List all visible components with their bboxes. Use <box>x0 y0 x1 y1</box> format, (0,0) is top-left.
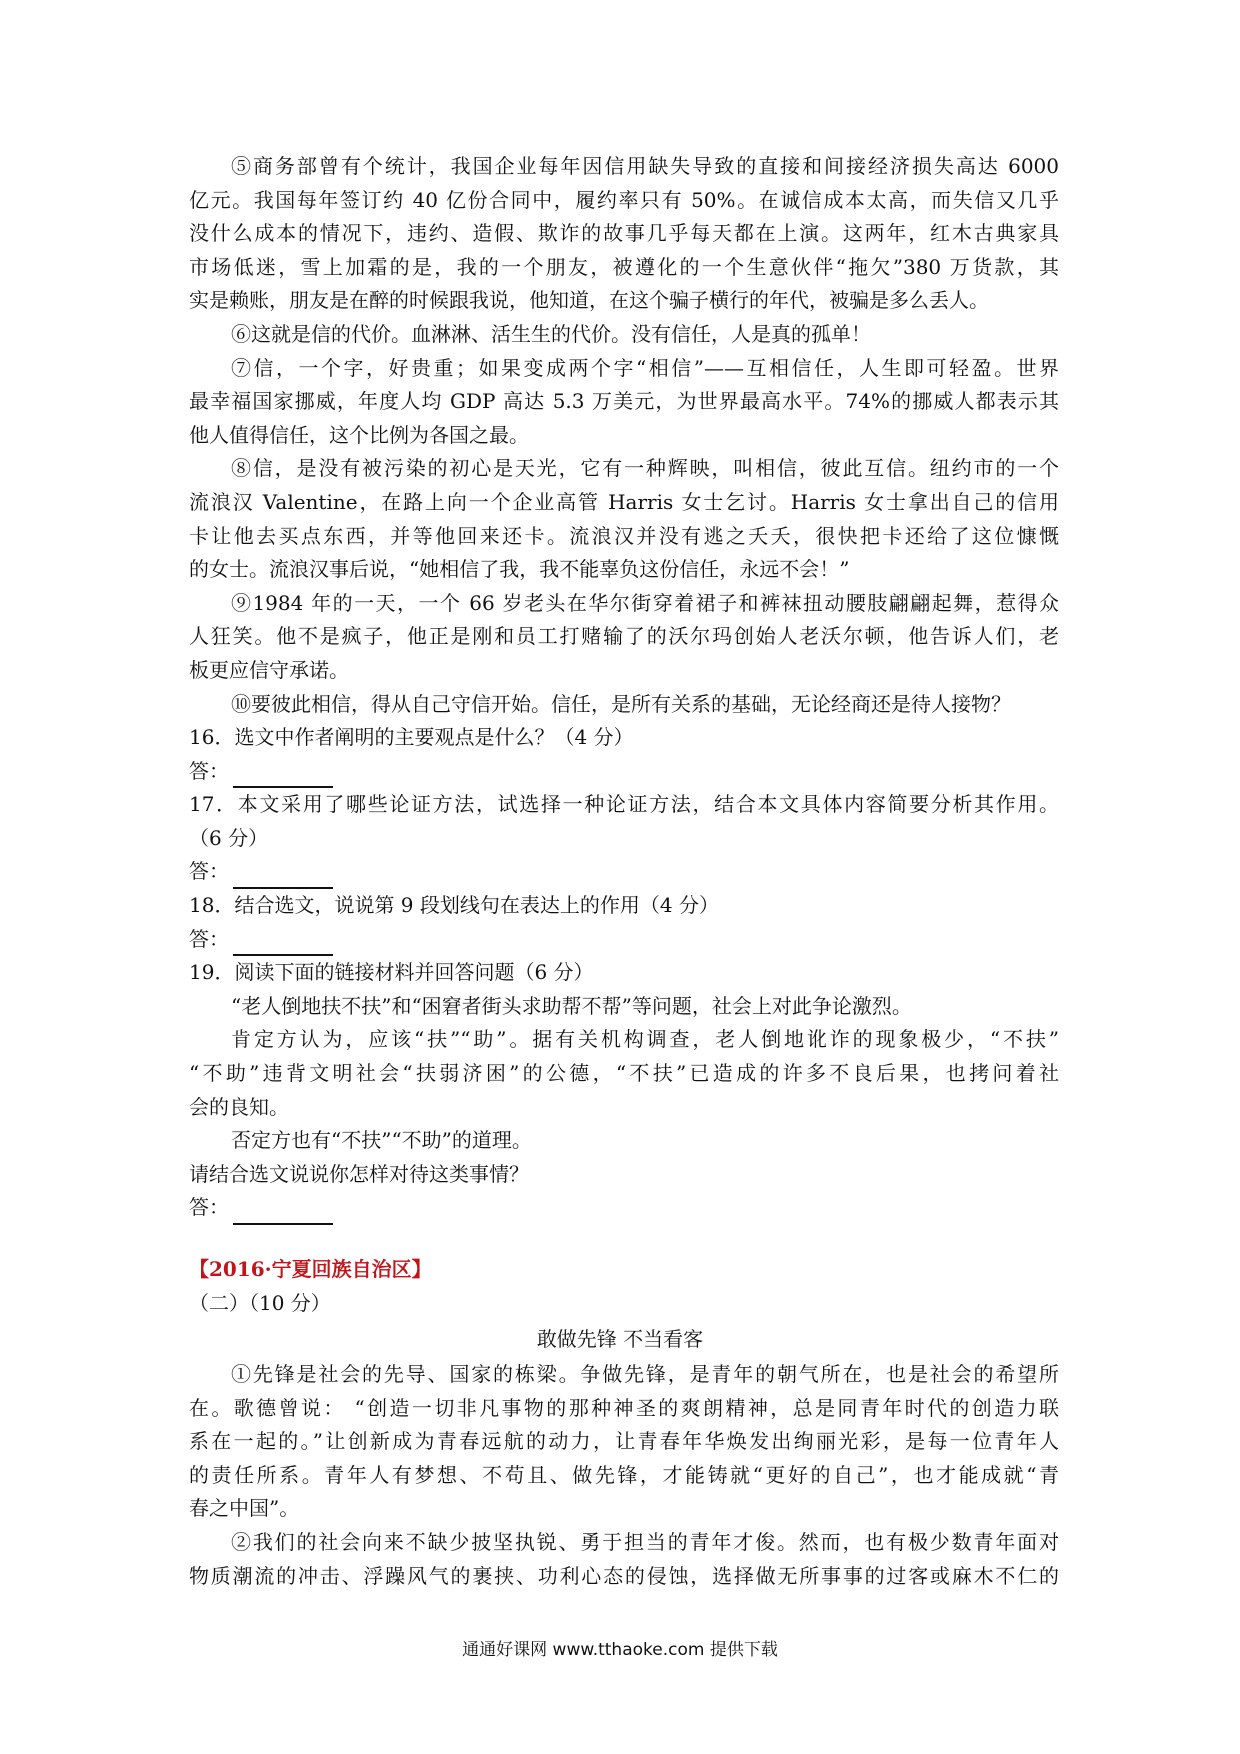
paragraph-line: ⑤商务部曾有个统计，我国企业每年因信用缺失导致的直接和间接经济损失高达 6000 <box>231 154 1059 178</box>
paragraph-line: 物质潮流的冲击、浮躁风气的裹挟、功利心态的侵蚀，选择做无所事事的过客或麻木不仁的 <box>189 1563 1059 1588</box>
question-19: 19．阅读下面的链接材料并回答问题（6 分） <box>189 960 594 985</box>
paragraph-line: 亿元。我国每年签订约 40 亿份合同中，履约率只有 50%。在诚信成本太高，而失信又几乎 <box>189 187 1059 212</box>
material-line: “老人倒地扶不扶”和“困窘者街头求助帮不帮”等问题，社会上对此争论激烈。 <box>231 993 912 1018</box>
question-17: 17．本文采用了哪些论证方法，试选择一种论证方法，结合本文具体内容简要分析其作用。 <box>189 792 1059 817</box>
passage-two <box>189 1358 1059 1593</box>
paragraph-line: 卡让他去买点东西，并等他回来还卡。流浪汉并没有逃之夭夭，很快把卡还给了这位慷慨 <box>189 523 1059 548</box>
answer-16 <box>189 755 1059 789</box>
paragraph-line: 的女士。流浪汉事后说，“她相信了我，我不能辜负这份信任，永远不会！” <box>189 557 850 582</box>
answer-blank[interactable] <box>233 1201 333 1225</box>
paragraph-line: 市场低迷，雪上加霜的是，我的一个朋友，被遵化的一个生意伙伴“拖欠”380 万货款，其 <box>189 254 1059 279</box>
material-line: 会的良知。 <box>189 1094 289 1119</box>
answer-19 <box>189 1191 1059 1225</box>
paragraph-line: ⑧信，是没有被污染的初心是天光，它有一种辉映，叫相信，彼此互信。纽约市的一个 <box>231 456 1059 481</box>
answer-blank[interactable] <box>233 764 333 788</box>
paragraph-line: ①先锋是社会的先导、国家的栋梁。争做先锋，是青年的朝气所在，也是社会的希望所 <box>231 1362 1059 1386</box>
article-title: 敢做先锋 不当看客 <box>536 1327 704 1351</box>
paragraph-line: 实是赖账，朋友是在醉的时候跟我说，他知道，在这个骗子横行的年代，被骗是多么丢人。 <box>189 288 989 313</box>
material-line: 否定方也有“不扶”“不助”的道理。 <box>231 1128 532 1153</box>
question-17-score: （6 分） <box>189 825 269 850</box>
answer-label: 答： <box>189 758 229 783</box>
answer-blank[interactable] <box>233 932 333 956</box>
section-heading: 【2016·宁夏回族自治区】 <box>189 1257 432 1281</box>
section-subheading: （二）（10 分） <box>189 1291 331 1315</box>
paragraph-line: 春之中国”。 <box>189 1496 300 1521</box>
answer-label: 答： <box>189 859 229 884</box>
answer-18 <box>189 923 1059 957</box>
paragraph-line: 他人值得信任，这个比例为各国之最。 <box>189 422 529 447</box>
paragraph-line: ⑥这就是信的代价。血淋淋、活生生的代价。没有信任，人是真的孤单！ <box>231 321 871 346</box>
paragraph-line: 人狂笑。他不是疯子，他正是刚和员工打赌输了的沃尔玛创始人老沃尔顿，他告诉人们，老 <box>189 624 1059 649</box>
paragraph-line: 在。歌德曾说： “创造一切非凡事物的那种神圣的爽朗精神，总是同青年时代的创造力联 <box>189 1395 1059 1420</box>
answer-label: 答： <box>189 926 229 951</box>
paragraph-line: ②我们的社会向来不缺少披坚执锐、勇于担当的青年才俊。然而，也有极少数青年面对 <box>231 1529 1059 1554</box>
paragraph-line: 板更应信守承诺。 <box>189 657 349 682</box>
question-16: 16．选文中作者阐明的主要观点是什么？（4 分） <box>189 725 634 750</box>
answer-label: 答： <box>189 1195 229 1220</box>
paragraph-line: 系在一起的。”让创新成为青春远航的动力，让青春年华焕发出绚丽光彩，是每一位青年人 <box>189 1429 1059 1454</box>
answer-17 <box>189 855 1059 889</box>
question-19-prompt: 请结合选文说说你怎样对待这类事情？ <box>189 1161 529 1186</box>
material-line: 肯定方认为，应该“扶”“助”。据有关机构调查，老人倒地讹诈的现象极少，“不扶” <box>231 1027 1059 1052</box>
paragraph-line: 流浪汉 Valentine，在路上向一个企业高管 Harris 女士乞讨。Harris 女士拿出自己的信用 <box>189 489 1059 514</box>
answer-blank[interactable] <box>233 865 333 889</box>
material-line: “不助”违背文明社会“扶弱济困”的公德，“不扶”已造成的许多不良后果，也拷问着社 <box>189 1061 1059 1086</box>
paragraph-line: ⑨1984 年的一天，一个 66 岁老头在华尔街穿着裙子和裤袜扭动腰肢翩翩起舞，惹得众 <box>231 590 1059 615</box>
paragraph-line: ⑦信，一个字，好贵重；如果变成两个字“相信”——互相信任，人生即可轻盈。世界 <box>231 355 1059 380</box>
page-footer: 通通好课网 www.tthaoke.com 提供下载 <box>462 1640 778 1660</box>
question-18: 18．结合选文，说说第 9 段划线句在表达上的作用（4 分） <box>189 893 719 918</box>
paragraph-line: 没什么成本的情况下，违约、造假、欺诈的故事几乎每天都在上演。这两年，红木古典家具 <box>189 221 1059 246</box>
paragraph-line: 最幸福国家挪威，年度人均 GDP 高达 5.3 万美元，为世界最高水平。74%的挪威人都表示其 <box>189 389 1059 414</box>
paragraph-line: ⑩要彼此相信，得从自己守信开始。信任，是所有关系的基础，无论经商还是待人接物？ <box>231 691 1011 716</box>
passage-one <box>189 150 1059 1225</box>
paragraph-line: 的责任所系。青年人有梦想、不苟且、做先锋，才能铸就“更好的自己”，也才能成就“青 <box>189 1462 1059 1487</box>
